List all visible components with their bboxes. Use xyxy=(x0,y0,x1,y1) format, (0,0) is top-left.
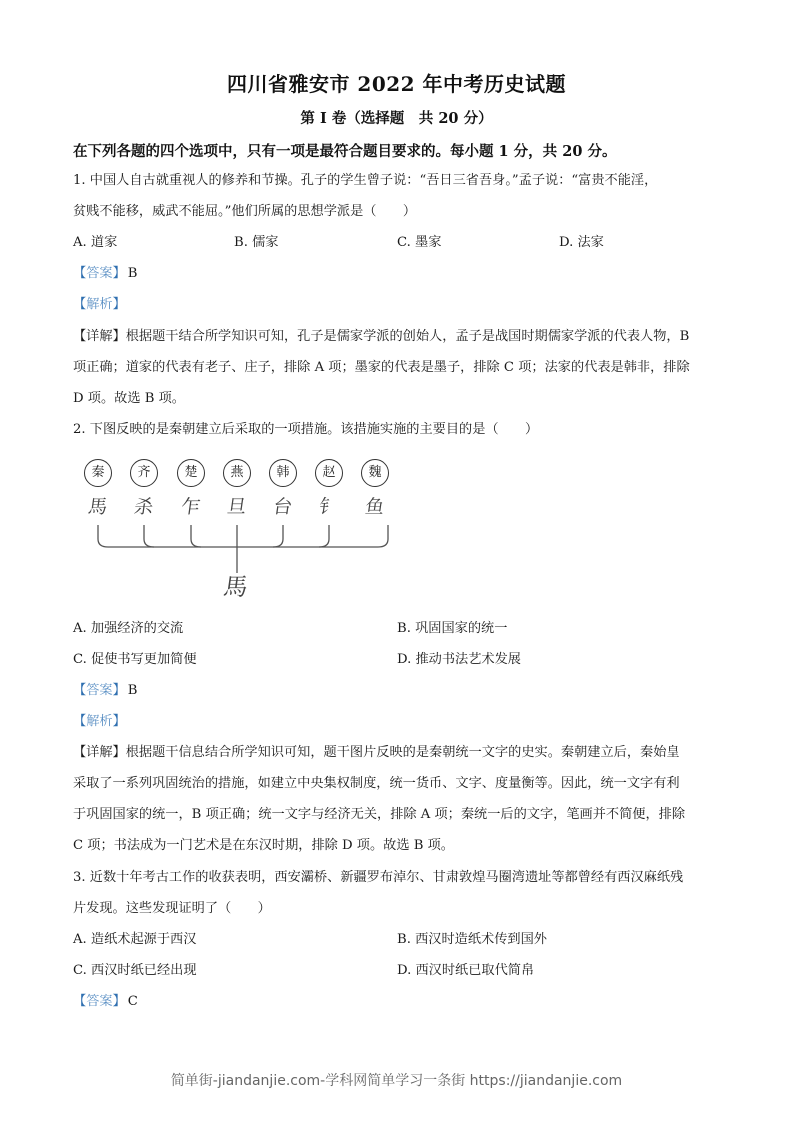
answer-tag xyxy=(73,265,137,283)
option-b: B. 儒家 xyxy=(234,235,279,250)
analysis-tag xyxy=(73,296,126,314)
unification-of-script-figure xyxy=(78,455,398,605)
detail-line: 项正确；道家的代表有老子、庄子，排除 A 项；墨家的代表是墨子，排除 C 项；法家的代表是韩非，排除 xyxy=(73,360,690,375)
section-title: 第 I 卷（选择题 共 20 分） xyxy=(300,110,493,127)
bracket-open: 【 xyxy=(73,266,87,281)
bracket-open: 【 xyxy=(73,714,87,729)
state-circle-chu: 楚 xyxy=(177,459,205,487)
bracket-close: 】 xyxy=(112,994,126,1009)
answer-value: B xyxy=(127,683,138,698)
option-d: D. 法家 xyxy=(559,235,604,250)
analysis-label: 解析 xyxy=(86,714,113,729)
detail-line: D 项。故选 B 项。 xyxy=(73,391,185,406)
option-d: D. 西汉时纸已取代简帛 xyxy=(397,963,535,978)
detail-text: 根据题干信息结合所学知识可知，题干图片反映的是秦朝统一文字的史实。秦朝建立后，秦始皇 xyxy=(125,745,680,760)
variant-glyph: 旦 xyxy=(225,496,248,518)
instructions: 在下列各题的四个选项中，只有一项是最符合题目要求的。每小题 1 分，共 20 分。 xyxy=(73,143,617,160)
variant-glyph: 钅 xyxy=(317,496,340,518)
detail-label: 【详解】 xyxy=(73,329,126,344)
option-b: B. 西汉时造纸术传到国外 xyxy=(397,932,547,947)
unified-glyph: 馬 xyxy=(221,573,250,601)
option-a: A. 加强经济的交流 xyxy=(73,621,184,636)
variant-glyph: 台 xyxy=(271,496,294,518)
question-stem-line: 1. 中国人自古就重视人的修养和节操。孔子的学生曾子说：“吾日三省吾身。”孟子说：“富贵不能淫， xyxy=(73,173,658,188)
detail-line: 采取了一系列巩固统治的措施，如建立中央集权制度，统一货币、文字、度量衡等。因此，统一文字有利 xyxy=(73,776,680,791)
bracket-close: 】 xyxy=(112,714,126,729)
question-stem-line: 2. 下图反映的是秦朝建立后采取的一项措施。该措施实施的主要目的是（ ） xyxy=(73,422,539,437)
detail-text: 根据题干结合所学知识可知，孔子是儒家学派的创始人，孟子是战国时期儒家学派的代表人物，B xyxy=(125,329,690,344)
variant-glyph: 乍 xyxy=(179,496,202,518)
variant-glyph: 杀 xyxy=(132,496,155,518)
footer-watermark: 简单街-jiandanjie.com-学科网简单学习一条街 https://jiandanjie.com xyxy=(170,1073,623,1089)
question-stem-line: 贫贱不能移，威武不能屈。”他们所属的思想学派是（ ） xyxy=(73,204,417,219)
detail-line xyxy=(73,328,689,346)
answer-tag xyxy=(73,993,138,1011)
state-circle-qi: 齐 xyxy=(130,459,158,487)
state-circle-qin: 秦 xyxy=(84,459,112,487)
bracket-open: 【 xyxy=(73,994,87,1009)
question-stem-line: 3. 近数十年考古工作的收获表明，西安灞桥、新疆罗布淖尔、甘肃敦煌马圈湾遗址等都曾经有西汉麻纸残 xyxy=(73,870,684,885)
page-title: 四川省雅安市 2022 年中考历史试题 xyxy=(226,72,567,96)
analysis-label: 解析 xyxy=(86,297,113,312)
detail-line: 于巩固国家的统一，B 项正确；统一文字与经济无关，排除 A 项；秦统一后的文字，笔画并不简便，排除 xyxy=(73,807,686,822)
answer-label: 答案 xyxy=(86,994,113,1009)
detail-line xyxy=(73,744,680,762)
bracket-close: 】 xyxy=(112,266,126,281)
detail-label: 【详解】 xyxy=(73,745,126,760)
detail-line: C 项；书法成为一门艺术是在东汉时期，排除 D 项。故选 B 项。 xyxy=(73,838,454,853)
bracket-close: 】 xyxy=(112,297,126,312)
state-circle-zhao: 赵 xyxy=(315,459,343,487)
option-c: C. 墨家 xyxy=(397,235,442,250)
answer-value: B xyxy=(127,266,138,281)
answer-label: 答案 xyxy=(86,266,113,281)
state-circle-wei: 魏 xyxy=(361,459,389,487)
option-b: B. 巩固国家的统一 xyxy=(397,621,508,636)
state-circle-han: 韩 xyxy=(269,459,297,487)
answer-value: C xyxy=(127,994,138,1009)
bracket-close: 】 xyxy=(112,683,126,698)
answer-tag xyxy=(73,682,137,700)
variant-glyph: 鱼 xyxy=(363,496,386,518)
option-c: C. 西汉时纸已经出现 xyxy=(73,963,197,978)
option-d: D. 推动书法艺术发展 xyxy=(397,652,521,667)
option-a: A. 造纸术起源于西汉 xyxy=(73,932,197,947)
variant-glyph: 馬 xyxy=(86,496,109,518)
option-c: C. 促使书写更加简便 xyxy=(73,652,197,667)
option-a: A. 道家 xyxy=(73,235,118,250)
bracket-open: 【 xyxy=(73,683,87,698)
analysis-tag xyxy=(73,713,126,731)
question-stem-line: 片发现。这些发现证明了（ ） xyxy=(73,901,271,916)
answer-label: 答案 xyxy=(86,683,113,698)
bracket-open: 【 xyxy=(73,297,87,312)
state-circle-yan: 燕 xyxy=(223,459,251,487)
